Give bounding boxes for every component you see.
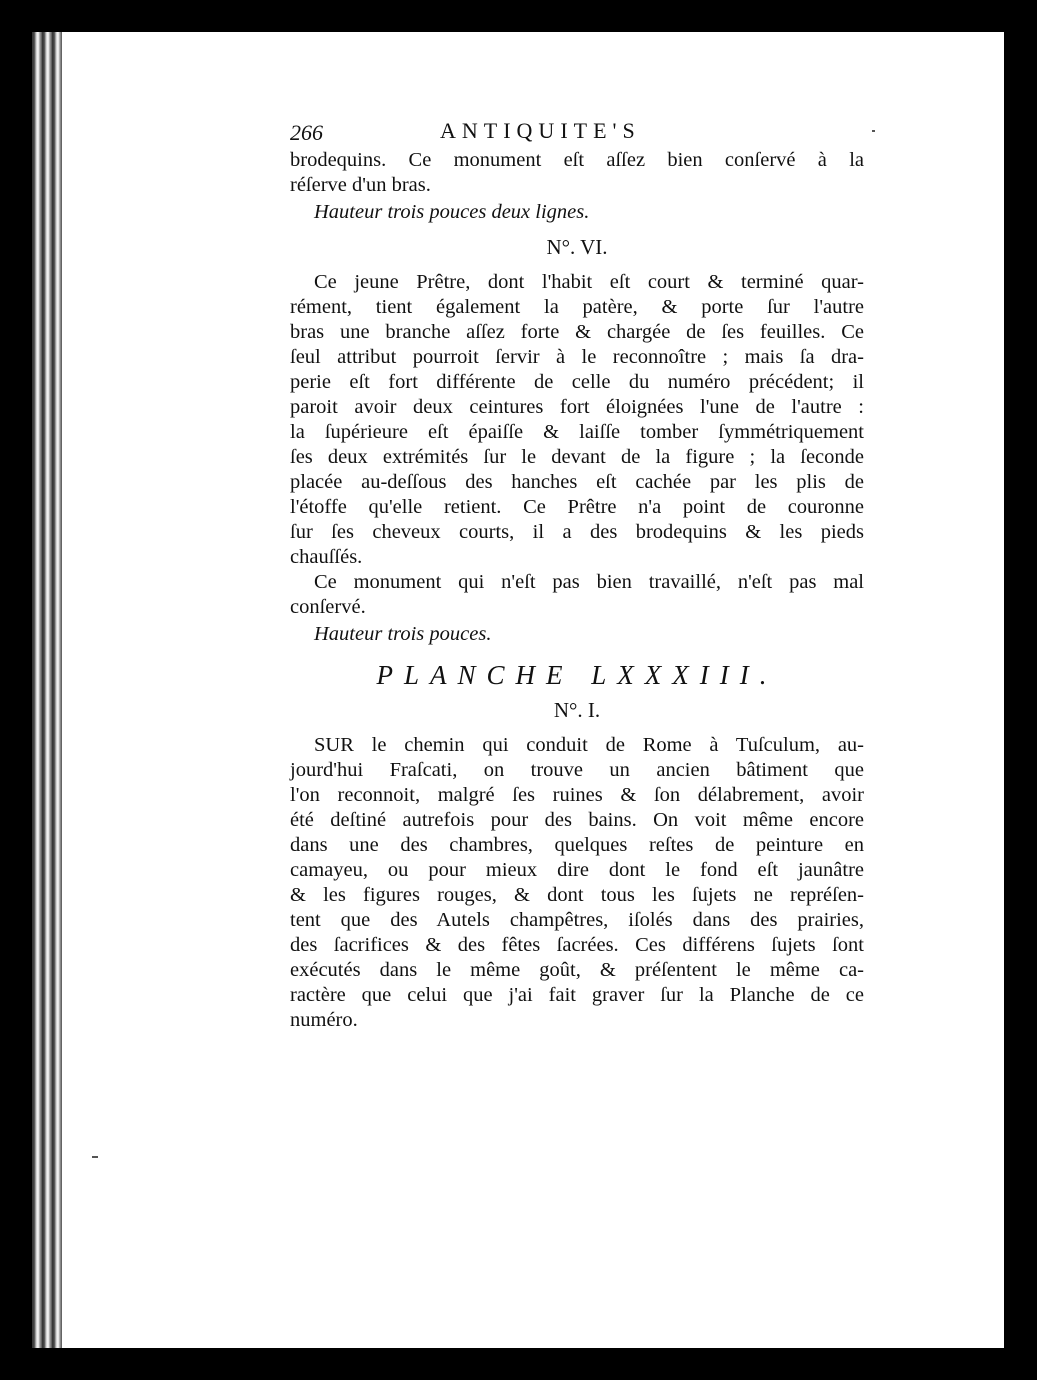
text-line: jourd'hui Fraſcati, on trouve un ancien bâtiment que [290,759,864,781]
text-line: & les figures rouges, & dont tous les ſujets ne repréſen- [290,884,864,906]
page-content [290,114,864,1033]
text-line: été deſtiné autrefois pour des bains. On voit même encore [290,809,864,831]
text-line: chauſſés. [290,546,363,568]
text-line: brodequins. Ce monument eſt aſſez bien conſervé à la [290,149,864,171]
text-line: exécutés dans le même goût, & préſentent le même ca- [290,959,864,981]
measure-note: Hauteur trois pouces. [314,623,492,645]
text-line: perie eſt fort différente de celle du numéro précédent; il [290,371,864,393]
text-line: numéro. [290,1009,358,1031]
text-line: ſes deux extrémités ſur le devant de la figure ; la ſeconde [290,446,864,468]
paragraph-no-vi-condition [290,570,864,620]
section-heading: N°. VI. [546,235,608,259]
text-line: placée au-deſſous des hanches eſt cachée par les plis de [290,471,864,493]
text-line: camayeu, ou pour mieux dire dont le fond eſt jaunâtre [290,859,864,881]
paragraph-no-vi [290,270,864,570]
text-line: bras une branche aſſez forte & chargée de ſes feuilles. Ce [290,321,864,343]
page-number: 266 [290,120,323,145]
intro-paragraph [290,148,864,198]
text-line: conſervé. [290,596,366,618]
text-line: paroit avoir deux ceintures fort éloignées l'une de l'autre : [290,396,864,418]
text-line: rément, tient également la patère, & porte ſur l'autre [290,296,864,318]
text-line: dans une des chambres, quelques reſtes de peinture en [290,834,864,856]
text-line: tent que des Autels champêtres, iſolés dans des prairies, [290,909,864,931]
page-header [290,114,864,148]
planche-title: PLANCHE LXXXIII. [376,660,778,690]
text-line: l'étoffe qu'elle retient. Ce Prêtre n'a point de couronne [290,496,864,518]
paper-speck [872,130,875,132]
running-title: ANTIQUITE'S [440,118,641,143]
text-line: ſur ſes cheveux courts, il a des brodequins & les pieds [290,521,864,543]
text-line: l'on reconnoit, malgré ſes ruines & ſon délabrement, avoir [290,784,864,806]
text-line: la ſupérieure eſt épaiſſe & laiſſe tomber ſymmétriquement [290,421,864,443]
text-line: ſeul attribut pourroit ſervir à le reconnoître ; mais ſa dra- [290,346,864,368]
text-line: Ce jeune Prêtre, dont l'habit eſt court & terminé quar- [314,271,864,293]
text-line: ractère que celui que j'ai fait graver ſur la Planche de ce [290,984,864,1006]
paper-speck [92,1156,98,1158]
text-line: Ce monument qui n'eſt pas bien travaillé, n'eſt pas mal [314,571,864,593]
text-line: réſerve d'un bras. [290,174,431,196]
measure-note: Hauteur trois pouces deux lignes. [314,201,590,223]
text-line: SUR le chemin qui conduit de Rome à Tuſculum, au- [314,734,864,756]
book-binding-edge [32,32,62,1348]
paragraph-planche [290,733,864,1033]
text-line: des ſacrifices & des fêtes ſacrées. Ces différens ſujets ſont [290,934,864,956]
section-heading: N°. I. [553,698,601,722]
